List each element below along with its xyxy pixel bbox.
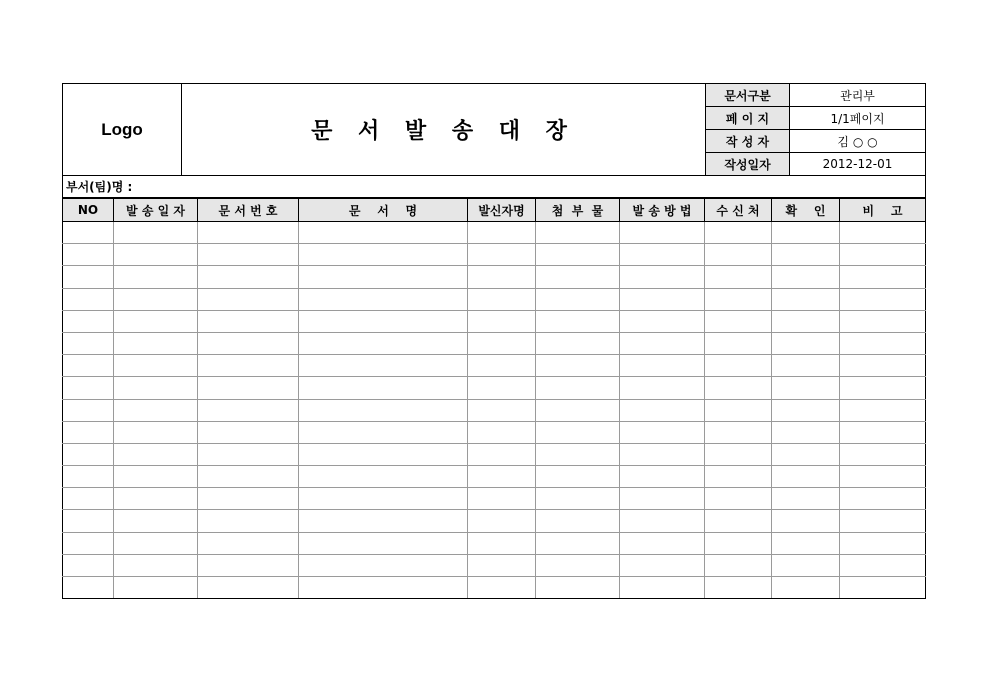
table-cell[interactable] xyxy=(705,399,772,421)
table-cell[interactable] xyxy=(536,244,620,266)
table-cell[interactable] xyxy=(536,310,620,332)
table-cell[interactable] xyxy=(705,554,772,576)
table-row xyxy=(63,443,926,465)
table-cell[interactable] xyxy=(468,355,536,377)
table-cell[interactable] xyxy=(536,443,620,465)
col-header-attachment: 첨 부 물 xyxy=(536,199,620,222)
table-cell[interactable] xyxy=(840,532,926,554)
table-body xyxy=(63,222,926,599)
table-cell[interactable] xyxy=(198,244,299,266)
table-cell[interactable] xyxy=(840,510,926,532)
table-cell[interactable] xyxy=(198,554,299,576)
table-cell[interactable] xyxy=(705,310,772,332)
table-cell[interactable] xyxy=(620,377,705,399)
table-cell[interactable] xyxy=(299,443,468,465)
table-cell[interactable] xyxy=(299,399,468,421)
table-cell[interactable] xyxy=(620,466,705,488)
table-cell[interactable] xyxy=(840,266,926,288)
table-row xyxy=(63,399,926,421)
table-cell[interactable] xyxy=(620,532,705,554)
table-cell[interactable] xyxy=(114,488,198,510)
table-cell[interactable] xyxy=(840,488,926,510)
table-cell[interactable] xyxy=(63,310,114,332)
table-cell[interactable] xyxy=(840,466,926,488)
table-cell[interactable] xyxy=(468,288,536,310)
table-cell[interactable] xyxy=(840,332,926,354)
table-row xyxy=(63,488,926,510)
table-cell[interactable] xyxy=(468,577,536,599)
table-cell[interactable] xyxy=(772,532,840,554)
table-cell[interactable] xyxy=(620,488,705,510)
table-cell[interactable] xyxy=(114,532,198,554)
table-cell[interactable] xyxy=(840,355,926,377)
dispatch-log-table xyxy=(62,198,926,599)
table-cell[interactable] xyxy=(63,554,114,576)
table-cell[interactable] xyxy=(536,510,620,532)
table-cell[interactable] xyxy=(536,266,620,288)
table-cell[interactable] xyxy=(705,244,772,266)
table-cell[interactable] xyxy=(63,443,114,465)
table-cell[interactable] xyxy=(299,421,468,443)
date-label: 작성일자 xyxy=(706,153,790,176)
table-cell[interactable] xyxy=(63,288,114,310)
table-row xyxy=(63,554,926,576)
document-header xyxy=(62,83,926,198)
table-cell[interactable] xyxy=(772,399,840,421)
table-cell[interactable] xyxy=(620,310,705,332)
table-cell[interactable] xyxy=(299,577,468,599)
table-cell[interactable] xyxy=(840,554,926,576)
table-cell[interactable] xyxy=(198,377,299,399)
table-cell[interactable] xyxy=(705,222,772,244)
doc-category-label: 문서구분 xyxy=(706,84,790,107)
table-cell[interactable] xyxy=(620,399,705,421)
table-cell[interactable] xyxy=(198,421,299,443)
table-cell[interactable] xyxy=(198,577,299,599)
table-cell[interactable] xyxy=(468,222,536,244)
table-cell[interactable] xyxy=(299,355,468,377)
col-header-no: NO xyxy=(63,199,114,222)
table-cell[interactable] xyxy=(299,332,468,354)
table-cell[interactable] xyxy=(468,399,536,421)
table-cell[interactable] xyxy=(198,466,299,488)
table-cell[interactable] xyxy=(620,443,705,465)
table-cell[interactable] xyxy=(840,399,926,421)
table-cell[interactable] xyxy=(299,310,468,332)
col-header-remarks: 비 고 xyxy=(840,199,926,222)
table-cell[interactable] xyxy=(772,554,840,576)
table-cell[interactable] xyxy=(772,244,840,266)
table-row xyxy=(63,532,926,554)
table-cell[interactable] xyxy=(705,355,772,377)
table-cell[interactable] xyxy=(840,443,926,465)
table-cell[interactable] xyxy=(63,421,114,443)
table-cell[interactable] xyxy=(114,355,198,377)
table-cell[interactable] xyxy=(198,355,299,377)
table-cell[interactable] xyxy=(468,266,536,288)
table-cell[interactable] xyxy=(840,377,926,399)
table-cell[interactable] xyxy=(705,443,772,465)
table-cell[interactable] xyxy=(620,554,705,576)
col-header-send-date: 발 송 일 자 xyxy=(114,199,198,222)
author-value: 김 ○ ○ xyxy=(790,130,926,153)
table-cell[interactable] xyxy=(705,332,772,354)
table-cell[interactable] xyxy=(63,510,114,532)
table-cell[interactable] xyxy=(536,532,620,554)
page-value: 1/1페이지 xyxy=(790,107,926,130)
table-cell[interactable] xyxy=(620,510,705,532)
table-cell[interactable] xyxy=(468,488,536,510)
table-cell[interactable] xyxy=(536,577,620,599)
table-cell[interactable] xyxy=(114,466,198,488)
table-cell[interactable] xyxy=(63,488,114,510)
table-cell[interactable] xyxy=(536,466,620,488)
table-cell[interactable] xyxy=(198,222,299,244)
table-row xyxy=(63,377,926,399)
table-row xyxy=(63,310,926,332)
table-cell[interactable] xyxy=(299,244,468,266)
table-cell[interactable] xyxy=(114,577,198,599)
page-label: 페 이 지 xyxy=(706,107,790,130)
table-cell[interactable] xyxy=(114,510,198,532)
table-cell[interactable] xyxy=(114,443,198,465)
table-cell[interactable] xyxy=(620,244,705,266)
table-cell[interactable] xyxy=(299,488,468,510)
col-header-sender: 발신자명 xyxy=(468,199,536,222)
table-cell[interactable] xyxy=(772,443,840,465)
table-cell[interactable] xyxy=(620,332,705,354)
table-cell[interactable] xyxy=(63,532,114,554)
table-cell[interactable] xyxy=(620,222,705,244)
col-header-doc-number: 문 서 번 호 xyxy=(198,199,299,222)
table-cell[interactable] xyxy=(840,222,926,244)
table-cell[interactable] xyxy=(198,488,299,510)
table-cell[interactable] xyxy=(620,577,705,599)
table-cell[interactable] xyxy=(299,510,468,532)
document-sheet xyxy=(62,83,925,599)
table-cell[interactable] xyxy=(772,488,840,510)
table-cell[interactable] xyxy=(536,332,620,354)
col-header-send-method: 발 송 방 법 xyxy=(620,199,705,222)
table-cell[interactable] xyxy=(705,510,772,532)
table-cell[interactable] xyxy=(705,421,772,443)
table-cell[interactable] xyxy=(705,377,772,399)
table-cell[interactable] xyxy=(198,510,299,532)
table-cell[interactable] xyxy=(468,377,536,399)
table-cell[interactable] xyxy=(468,310,536,332)
table-cell[interactable] xyxy=(114,332,198,354)
table-cell[interactable] xyxy=(468,332,536,354)
table-cell[interactable] xyxy=(705,532,772,554)
table-row xyxy=(63,421,926,443)
table-cell[interactable] xyxy=(772,310,840,332)
table-row xyxy=(63,355,926,377)
table-cell[interactable] xyxy=(536,288,620,310)
table-cell[interactable] xyxy=(299,222,468,244)
table-cell[interactable] xyxy=(705,488,772,510)
table-cell[interactable] xyxy=(63,399,114,421)
table-row xyxy=(63,466,926,488)
table-cell[interactable] xyxy=(620,355,705,377)
document-title: 문 서 발 송 대 장 xyxy=(182,84,706,176)
table-cell[interactable] xyxy=(772,288,840,310)
table-cell[interactable] xyxy=(114,288,198,310)
table-cell[interactable] xyxy=(198,288,299,310)
table-cell[interactable] xyxy=(114,421,198,443)
table-cell[interactable] xyxy=(468,244,536,266)
author-label: 작 성 자 xyxy=(706,130,790,153)
table-cell[interactable] xyxy=(114,554,198,576)
table-row xyxy=(63,577,926,599)
table-cell[interactable] xyxy=(63,466,114,488)
table-cell[interactable] xyxy=(840,310,926,332)
table-cell[interactable] xyxy=(114,222,198,244)
col-header-recipient: 수 신 처 xyxy=(705,199,772,222)
table-cell[interactable] xyxy=(198,266,299,288)
table-cell[interactable] xyxy=(705,288,772,310)
table-cell[interactable] xyxy=(114,399,198,421)
doc-category-value: 관리부 xyxy=(790,84,926,107)
table-cell[interactable] xyxy=(705,577,772,599)
table-cell[interactable] xyxy=(536,488,620,510)
table-cell[interactable] xyxy=(114,377,198,399)
table-cell[interactable] xyxy=(63,332,114,354)
table-cell[interactable] xyxy=(114,244,198,266)
table-cell[interactable] xyxy=(772,577,840,599)
table-cell[interactable] xyxy=(468,466,536,488)
table-cell[interactable] xyxy=(63,577,114,599)
table-cell[interactable] xyxy=(840,421,926,443)
table-cell[interactable] xyxy=(299,288,468,310)
table-cell[interactable] xyxy=(63,244,114,266)
table-cell[interactable] xyxy=(772,332,840,354)
table-cell[interactable] xyxy=(198,399,299,421)
table-cell[interactable] xyxy=(198,310,299,332)
table-cell[interactable] xyxy=(198,532,299,554)
table-cell[interactable] xyxy=(536,377,620,399)
table-header-row xyxy=(63,199,926,222)
table-cell[interactable] xyxy=(63,222,114,244)
table-cell[interactable] xyxy=(772,266,840,288)
table-cell[interactable] xyxy=(63,377,114,399)
date-value: 2012-12-01 xyxy=(790,153,926,176)
table-cell[interactable] xyxy=(620,421,705,443)
table-cell[interactable] xyxy=(620,266,705,288)
table-cell[interactable] xyxy=(772,466,840,488)
col-header-confirm: 확 인 xyxy=(772,199,840,222)
table-cell[interactable] xyxy=(468,510,536,532)
table-cell[interactable] xyxy=(536,421,620,443)
table-cell[interactable] xyxy=(772,421,840,443)
table-cell[interactable] xyxy=(114,266,198,288)
table-cell[interactable] xyxy=(536,399,620,421)
table-row xyxy=(63,222,926,244)
table-cell[interactable] xyxy=(468,443,536,465)
table-cell[interactable] xyxy=(63,355,114,377)
table-cell[interactable] xyxy=(63,266,114,288)
table-cell[interactable] xyxy=(705,466,772,488)
table-row xyxy=(63,288,926,310)
department-field[interactable]: 부서(팀)명 : xyxy=(63,176,926,198)
table-cell[interactable] xyxy=(840,577,926,599)
table-cell[interactable] xyxy=(620,288,705,310)
table-row xyxy=(63,266,926,288)
table-row xyxy=(63,244,926,266)
table-cell[interactable] xyxy=(536,554,620,576)
table-cell[interactable] xyxy=(536,355,620,377)
table-row xyxy=(63,510,926,532)
table-cell[interactable] xyxy=(772,222,840,244)
table-cell[interactable] xyxy=(299,377,468,399)
table-cell[interactable] xyxy=(299,266,468,288)
table-cell[interactable] xyxy=(536,222,620,244)
table-cell[interactable] xyxy=(299,554,468,576)
table-cell[interactable] xyxy=(468,421,536,443)
table-cell[interactable] xyxy=(772,377,840,399)
table-cell[interactable] xyxy=(198,332,299,354)
table-cell[interactable] xyxy=(114,310,198,332)
table-cell[interactable] xyxy=(840,244,926,266)
table-cell[interactable] xyxy=(772,510,840,532)
col-header-doc-name: 문 서 명 xyxy=(299,199,468,222)
table-cell[interactable] xyxy=(299,532,468,554)
table-cell[interactable] xyxy=(840,288,926,310)
logo: Logo xyxy=(63,84,182,176)
table-cell[interactable] xyxy=(772,355,840,377)
table-cell[interactable] xyxy=(198,443,299,465)
table-row xyxy=(63,332,926,354)
table-cell[interactable] xyxy=(468,554,536,576)
table-cell[interactable] xyxy=(468,532,536,554)
table-cell[interactable] xyxy=(299,466,468,488)
table-cell[interactable] xyxy=(705,266,772,288)
